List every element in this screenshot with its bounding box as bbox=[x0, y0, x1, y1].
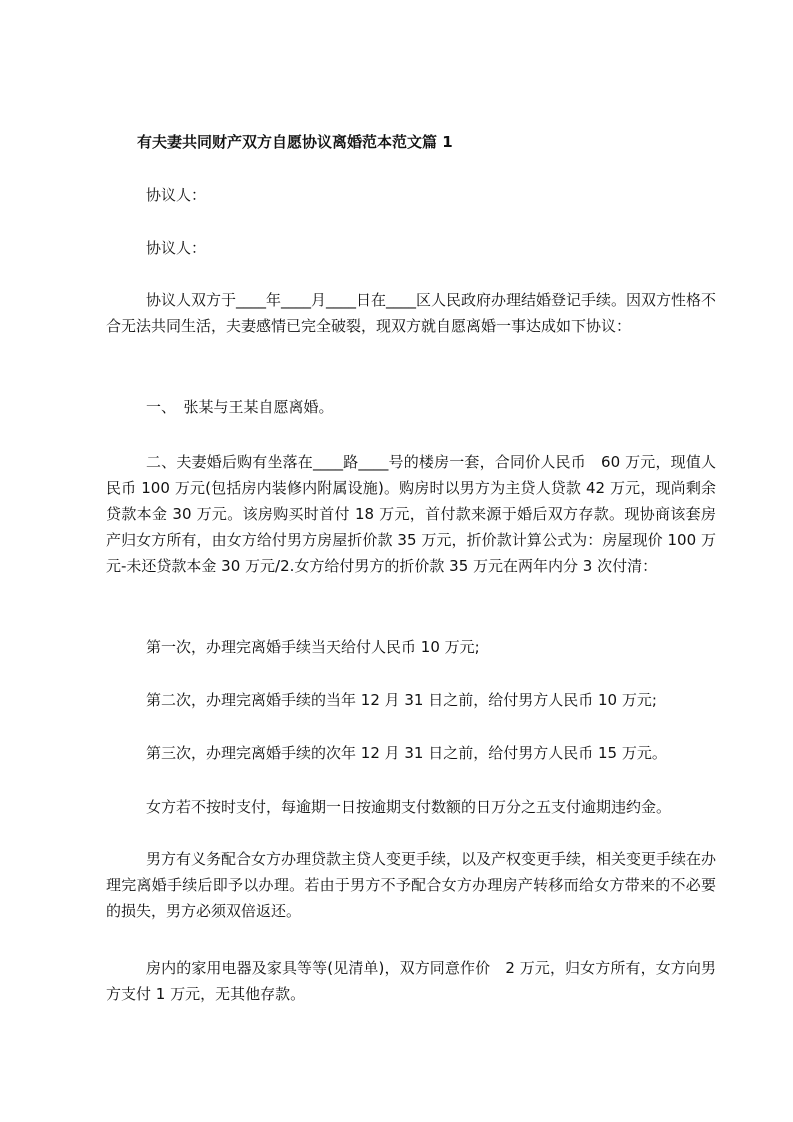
intro-paragraph: 协议人双方于____年____月____日在____区人民政府办理结婚登记手续。因双方性格不合无法共同生活，夫妻感情已完全破裂，现双方就自愿离婚一事达成如下协议： bbox=[106, 291, 717, 335]
clause-1: 一、 张某与王某自愿离婚。 bbox=[146, 398, 334, 416]
payment-2: 第二次，办理完离婚手续的当年 12 月 31 日之前，给付男方人民币 10 万元; bbox=[146, 691, 657, 709]
clause-2: 二、夫妻婚后购有坐落在____路____号的楼房一套，合同价人民币 60 万元，现值人民币 100 万元(包括房内装修内附属设施)。购房时以男方为主贷人贷款 42 万元，现尚剩余贷款本金 30 万元。该房购买时首付 18 万元，首付款来源于婚后双方存款。现协商该套房产归女方所有，由女方给付男方房屋折价款 35 万元，折价款计算公式为：房屋现价 100 万元-未还贷款本金 30 万元/2.女方给付男方的折价款 35 万元在两年内分 3 次付清： bbox=[106, 453, 716, 575]
party-b-label: 协议人： bbox=[146, 239, 207, 257]
obligation-paragraph: 男方有义务配合女方办理贷款主贷人变更手续，以及产权变更手续，相关变更手续在办理完离婚手续后即予以办理。若由于男方不予配合女方办理房产转移而给女方带来的不必要的损失，男方必须双倍返还。 bbox=[106, 850, 717, 920]
payment-3: 第三次，办理完离婚手续的次年 12 月 31 日之前，给付男方人民币 15 万元。 bbox=[146, 744, 667, 762]
furniture-paragraph: 房内的家用电器及家具等等(见清单)，双方同意作价 2 万元，归女方所有，女方向男方支付 1 万元，无其他存款。 bbox=[106, 959, 716, 1003]
party-a-label: 协议人： bbox=[146, 186, 207, 204]
document-title: 有夫妻共同财产双方自愿协议离婚范本范文篇 1 bbox=[137, 133, 453, 151]
penalty-clause: 女方若不按时支付，每逾期一日按逾期支付数额的日万分之五支付逾期违约金。 bbox=[146, 798, 672, 816]
payment-1: 第一次，办理完离婚手续当天给付人民币 10 万元; bbox=[146, 638, 480, 656]
